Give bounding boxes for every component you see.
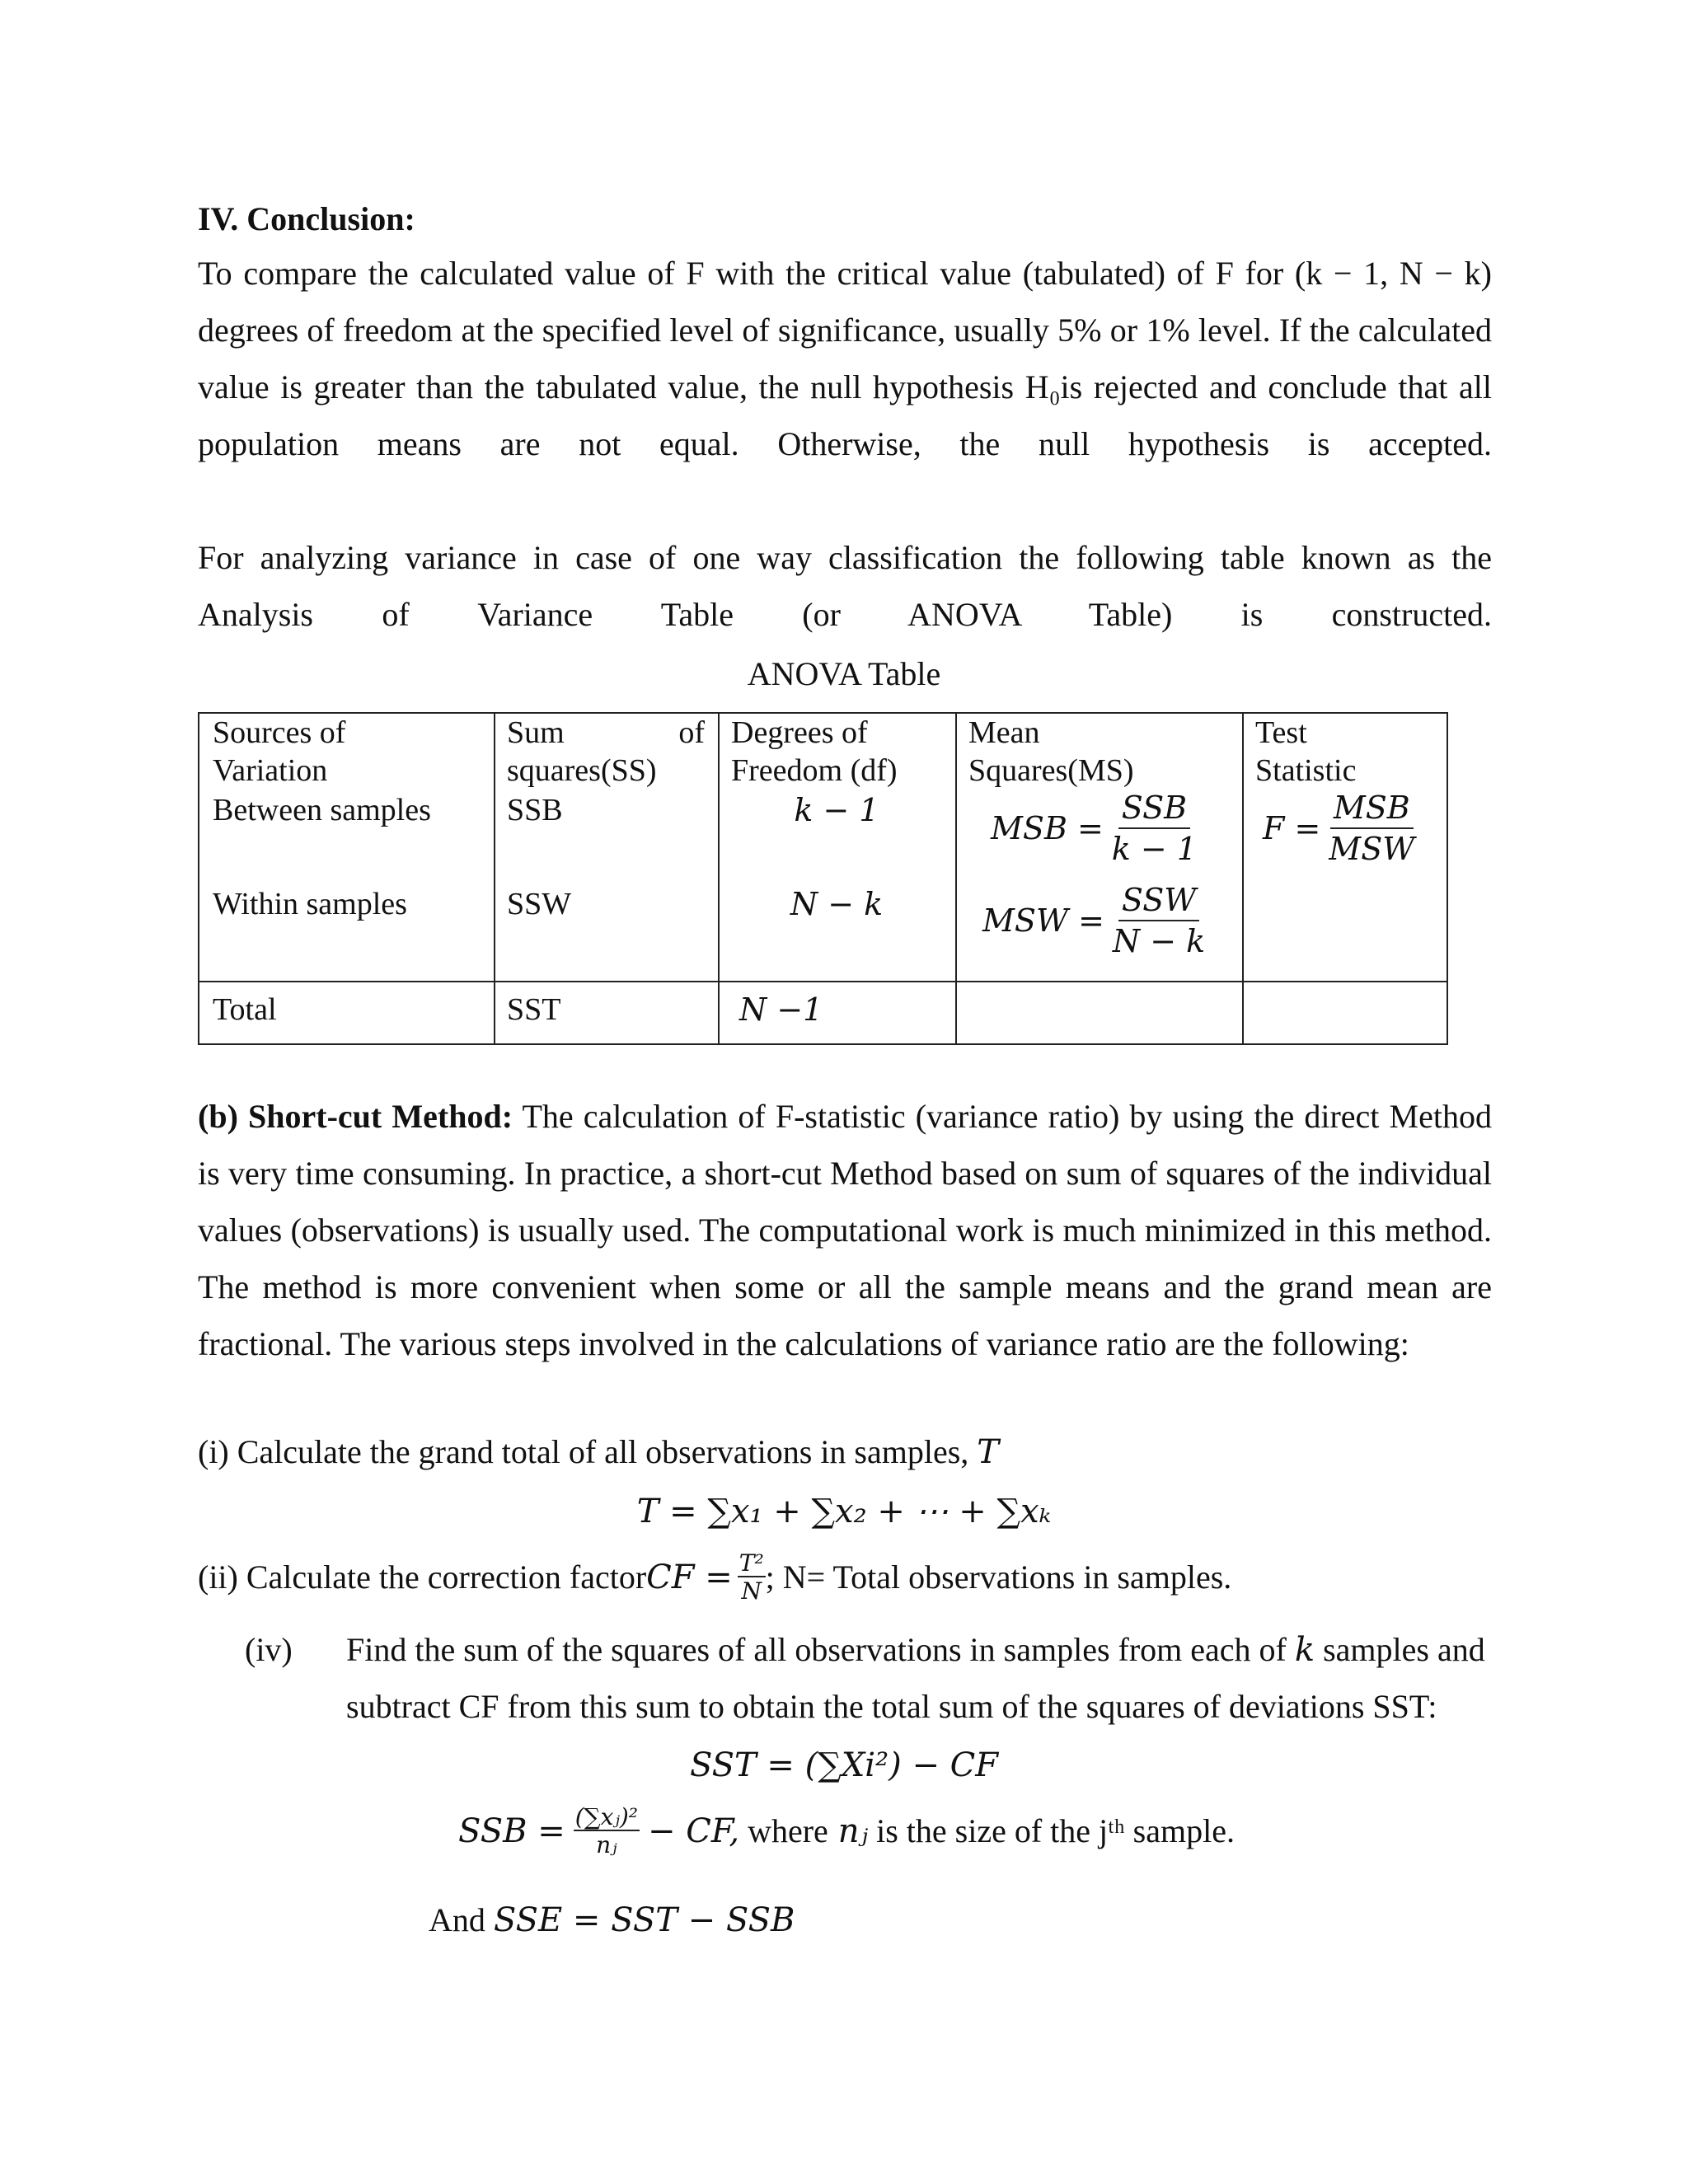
row-total-ss: SST	[507, 992, 561, 1027]
row-within-ms: MSW = $\frac{\text{SSW}}{N - k}$	[982, 882, 1206, 959]
anova-table	[198, 712, 1448, 1045]
header-df: Degrees of Freedom (df)	[731, 715, 898, 788]
header-source: Sources of Variation	[213, 715, 346, 788]
conclusion-paragraph	[198, 245, 1492, 700]
step-iv-line-2: subtract CF from this sum to obtain the total sum of the squares of deviations SST:	[346, 1688, 1437, 1725]
equation-T: T = ∑x₁ + ∑x₂ + ⋯ + ∑xₖ	[636, 1493, 1052, 1530]
equation-SSB: SSB = $\frac{\text{(∑xⱼ)²}}{\text{nⱼ}}$ − CF, where nⱼ is the size of the jᵗʰ sample.	[458, 1803, 1235, 1858]
row-between-test-statistic: F = $\frac{\text{MSB}}{\text{MSW}}$	[1263, 790, 1415, 867]
row-within-df: N − k	[790, 886, 884, 922]
row-total-df: N −1	[739, 991, 823, 1028]
row-between-df: k − 1	[794, 792, 879, 828]
row-within-source: Within samples	[213, 887, 407, 921]
step-i: (i) Calculate the grand total of all observations in samples, T	[198, 1433, 999, 1471]
header-ms: Mean Squares(MS)	[968, 715, 1134, 788]
shortcut-label: (b) Short-cut Method:	[198, 1098, 513, 1135]
step-iv-number: (iv)	[245, 1631, 293, 1668]
section-heading: IV. Conclusion:	[198, 200, 415, 237]
shortcut-paragraph	[198, 1088, 1492, 1372]
conclusion-text-1: To compare the calculated value of F with the critical value (tabulated) of F for (k − 1, N − k) degrees of freedom at the specified level of significance, usually 5% or 1% level. If the calculated value is greater than the tabulated value, the null hypothesis H₀is rejected and conclude that all population means are not equal. Otherwise, the null hypothesis is accepted.	[198, 255, 1492, 462]
conclusion-text-2: For analyzing variance in case of one way classification the following table known as the Analysis of Variance Table (or ANOVA Table) is constructed.	[198, 539, 1492, 633]
header-ss: Sum of squares(SS)	[507, 715, 705, 788]
row-total-source: Total	[213, 992, 277, 1027]
equation-SSE: And SSE = SST − SSB	[429, 1901, 795, 1939]
row-between-ss: SSB	[507, 793, 563, 827]
header-test-statistic: Test Statistic	[1255, 715, 1357, 788]
row-within-ss: SSW	[507, 887, 572, 921]
step-iv-line-1: Find the sum of the squares of all observations in samples from each of k samples and	[346, 1631, 1485, 1669]
step-ii: (ii) Calculate the correction factor CF = $\frac{\text{T²}}{N}$ ; N= Total observations in samples.	[198, 1549, 1232, 1605]
row-between-source: Between samples	[213, 793, 431, 827]
table-caption: ANOVA Table	[747, 655, 941, 692]
row-between-ms: MSB = $\frac{\text{SSB}}{k - 1}$	[991, 790, 1197, 867]
equation-SST: SST = (∑Xi²) − CF	[689, 1746, 999, 1784]
shortcut-text: The calculation of F-statistic (variance ratio) by using the direct Method is very time consuming. In practice, a short-cut Method based on sum of squares of the individual values (observations) is usually used. The computational work is much minimized in this method. The method is more convenient when some or all the sample means and the grand mean are fractional. The various steps involved in the calculations of variance ratio are the following:	[198, 1098, 1492, 1362]
